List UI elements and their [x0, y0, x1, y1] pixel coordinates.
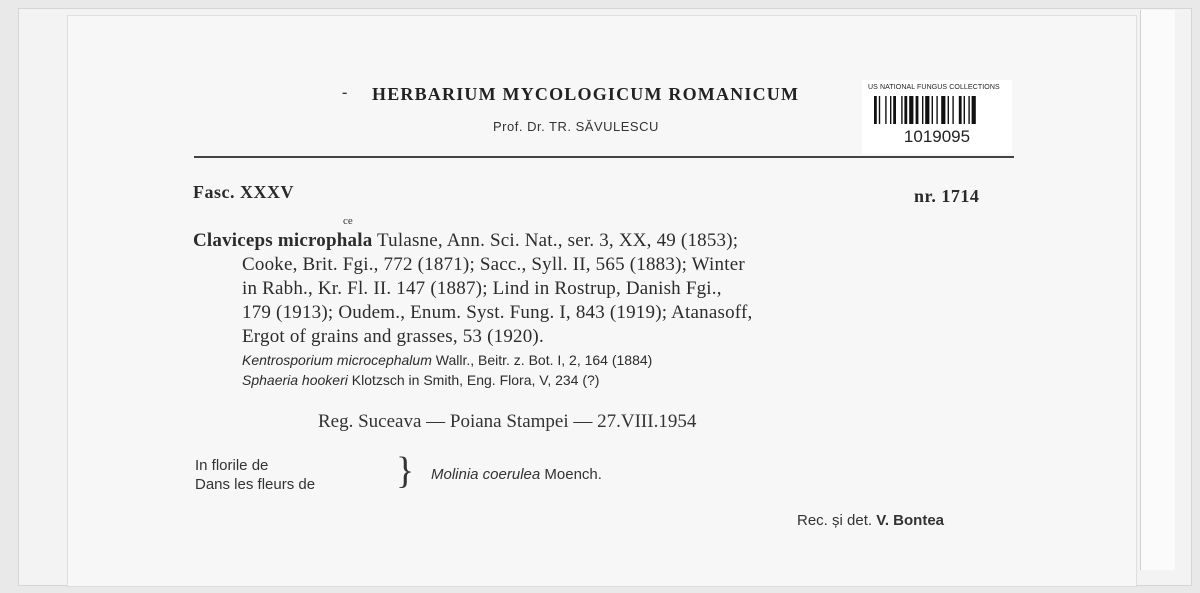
specimen-number: nr. 1714: [914, 186, 980, 206]
barcode-label: [862, 80, 1012, 154]
collector-line: [797, 512, 944, 529]
barcode-icon: [874, 96, 1000, 124]
synonym-line: [242, 372, 599, 388]
fascicle-number: Fasc. XXXV: [193, 182, 294, 202]
barcode-number: 1019095: [903, 127, 971, 146]
synonym-name: Sphaeria hookeri: [242, 372, 348, 388]
herbarium-title: HERBARIUM MYCOLOGICUM ROMANICUM: [372, 84, 800, 104]
citation-line-3: in Rabh., Kr. Fl. II. 147 (1887); Lind in Rostrup, Danish Fgi.,: [242, 278, 722, 299]
handwritten-correction: ce: [343, 215, 353, 227]
citation-line-1: [193, 230, 738, 252]
envelope-edge: [1140, 10, 1175, 570]
citation-line-4: 179 (1913); Oudem., Enum. Syst. Fung. I, 843 (1919); Atanasoff,: [242, 302, 753, 323]
herbarium-director: Prof. Dr. TR. SĂVULESCU: [493, 119, 659, 134]
host-label-french: Dans les fleurs de: [195, 476, 316, 493]
citation-text: Tulasne, Ann. Sci. Nat., ser. 3, XX, 49 (1853);: [377, 230, 739, 251]
header-rule: [194, 156, 1014, 158]
host-label-romanian: In florile de: [195, 457, 269, 474]
host-author: Moench.: [544, 466, 602, 483]
citation-line-5: Ergot of grains and grasses, 53 (1920).: [242, 326, 544, 347]
synonym-name: Kentrosporium microcephalum: [242, 352, 432, 368]
header-dash: -: [342, 84, 348, 101]
brace-symbol: }: [396, 450, 415, 492]
host-species: Molinia coerulea: [431, 466, 541, 483]
species-name: Claviceps microphala: [193, 230, 373, 251]
synonym-line: [242, 352, 652, 368]
collection-locality: Reg. Suceava — Poiana Stampei — 27.VIII.1954: [318, 411, 697, 432]
collector-prefix: Rec. și det.: [797, 512, 873, 529]
citation-line-2: Cooke, Brit. Fgi., 772 (1871); Sacc., Syll. II, 565 (1883); Winter: [242, 254, 745, 275]
host-plant: [431, 466, 602, 483]
synonym-citation: Wallr., Beitr. z. Bot. I, 2, 164 (1884): [435, 352, 653, 368]
synonym-citation: Klotzsch in Smith, Eng. Flora, V, 234 (?): [351, 372, 600, 388]
collector-name: V. Bontea: [876, 512, 945, 529]
barcode-caption: US NATIONAL FUNGUS COLLECTIONS: [868, 84, 1000, 91]
